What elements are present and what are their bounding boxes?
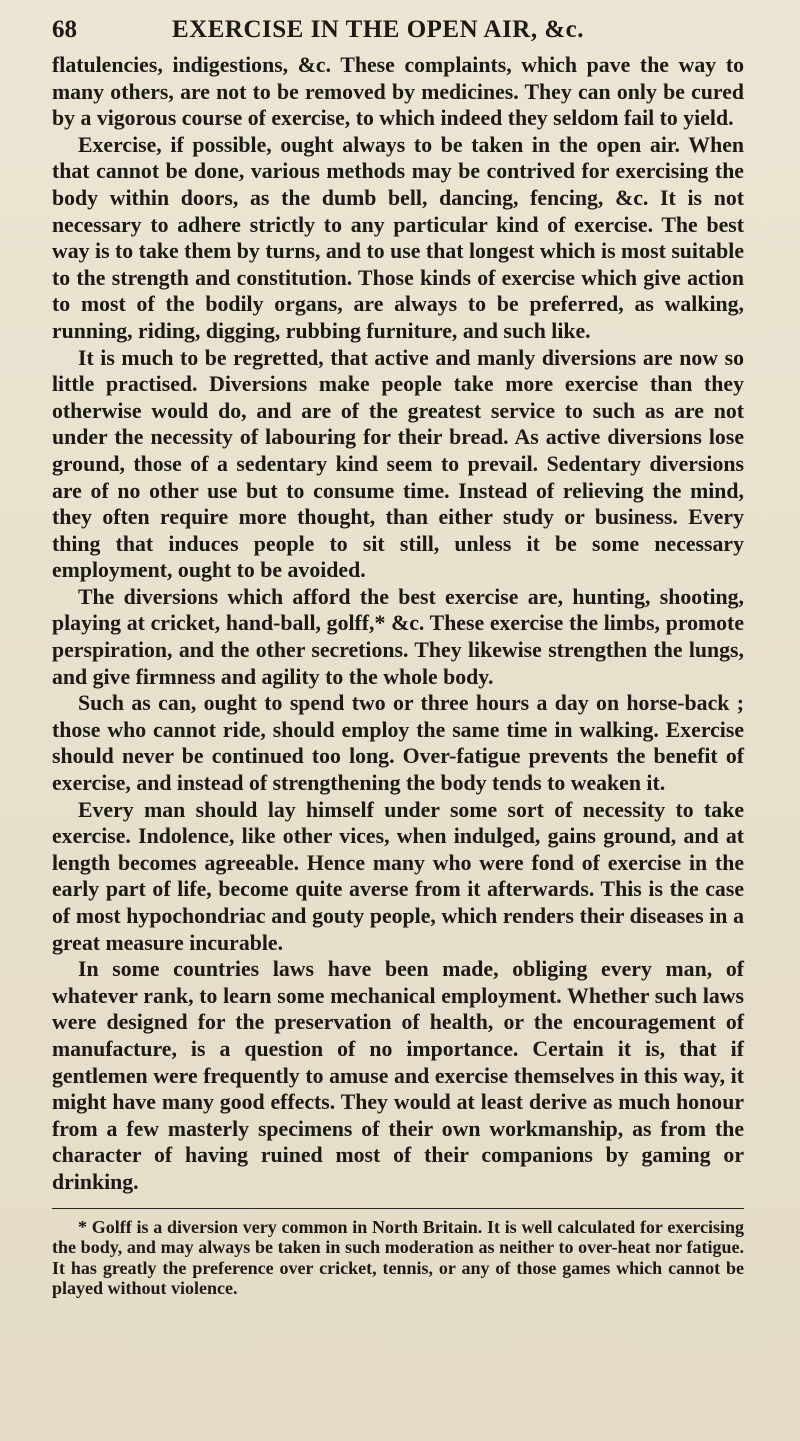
paragraph-3: It is much to be regretted, that active and manly diversions are now so little practised. Diversions make people take more exercise than they otherwise would do, and are of the greatest service to such as are not under the necessity of labouring for their bread. As active diversions lose ground, those of a sedentary kind seem to prevail. Sedentary diversions are of no other use but to consume time. Instead of relieving the mind, they often require more thought, than either study or business. Every thing that induces people to sit still, unless it be some necessary employment, ought to be avoided.	[52, 345, 744, 583]
footnote-divider	[52, 1208, 744, 1209]
footnote: * Golff is a diversion very common in North Britain. It is well calculated for exercising the body, and may always be taken in such moderation as neither to over-heat nor fatigue. It has greatly the preference over cricket, tennis, or any of those games which cannot be played without violence.	[52, 1216, 744, 1299]
paragraph-7: In some countries laws have been made, obliging every man, of whatever rank, to learn some mechanical employment. Whether such laws were designed for the preservation of health, or the encouragement of manufacture, is a question of no importance. Certain it is, that if gentlemen were frequently to amuse and exercise themselves in this way, it might have many good effects. They would at least derive as much honour from a few masterly specimens of their own workmanship, as from the character of having ruined most of their companions by gaming or drinking.	[52, 957, 744, 1194]
running-title: EXERCISE IN THE OPEN AIR, &c.	[172, 16, 585, 43]
paragraph-4: The diversions which afford the best exercise are, hunting, shooting, playing at cricket, hand-ball, golff,* &c. These exercise the limbs, promote perspiration, and the other secretions. They likewise strengthen the lungs, and give firmness and agility to the whole body.	[52, 584, 744, 689]
body-text	[52, 52, 744, 1196]
paragraph-5: Such as can, ought to spend two or three hours a day on horse-back ; those who cannot ride, should employ the same time in walking. Exercise should never be continued too long. Over-fatigue prevents the benefit of exercise, and instead of strengthening the body tends to weaken it.	[52, 691, 744, 796]
page-number: 68	[52, 16, 77, 43]
paragraph-1: flatulencies, indigestions, &c. These complaints, which pave the way to many others, are not to be removed by medicines. They can only be cured by a vigorous course of exercise, to which indeed they seldom fail to yield.	[52, 53, 744, 131]
running-head	[52, 16, 744, 44]
paragraph-2: Exercise, if possible, ought always to be taken in the open air. When that cannot be done, various methods may be contrived for exercising the body within doors, as the dumb bell, dancing, fencing, &c. It is not necessary to adhere strictly to any particular kind of exercise. The best way is to take them by turns, and to use that longest which is most suitable to the strength and constitution. Those kinds of exercise which give action to most of the bodily organs, are always to be preferred, as walking, running, riding, digging, rubbing furniture, and such like.	[52, 132, 744, 343]
paragraph-6: Every man should lay himself under some sort of necessity to take exercise. Indolence, like other vices, when indulged, gains ground, and at length becomes agreeable. Hence many who were fond of exercise in the early part of life, become quite averse from it afterwards. This is the case of most hypochondriac and gouty people, which renders their diseases in a great measure incurable.	[52, 797, 744, 955]
